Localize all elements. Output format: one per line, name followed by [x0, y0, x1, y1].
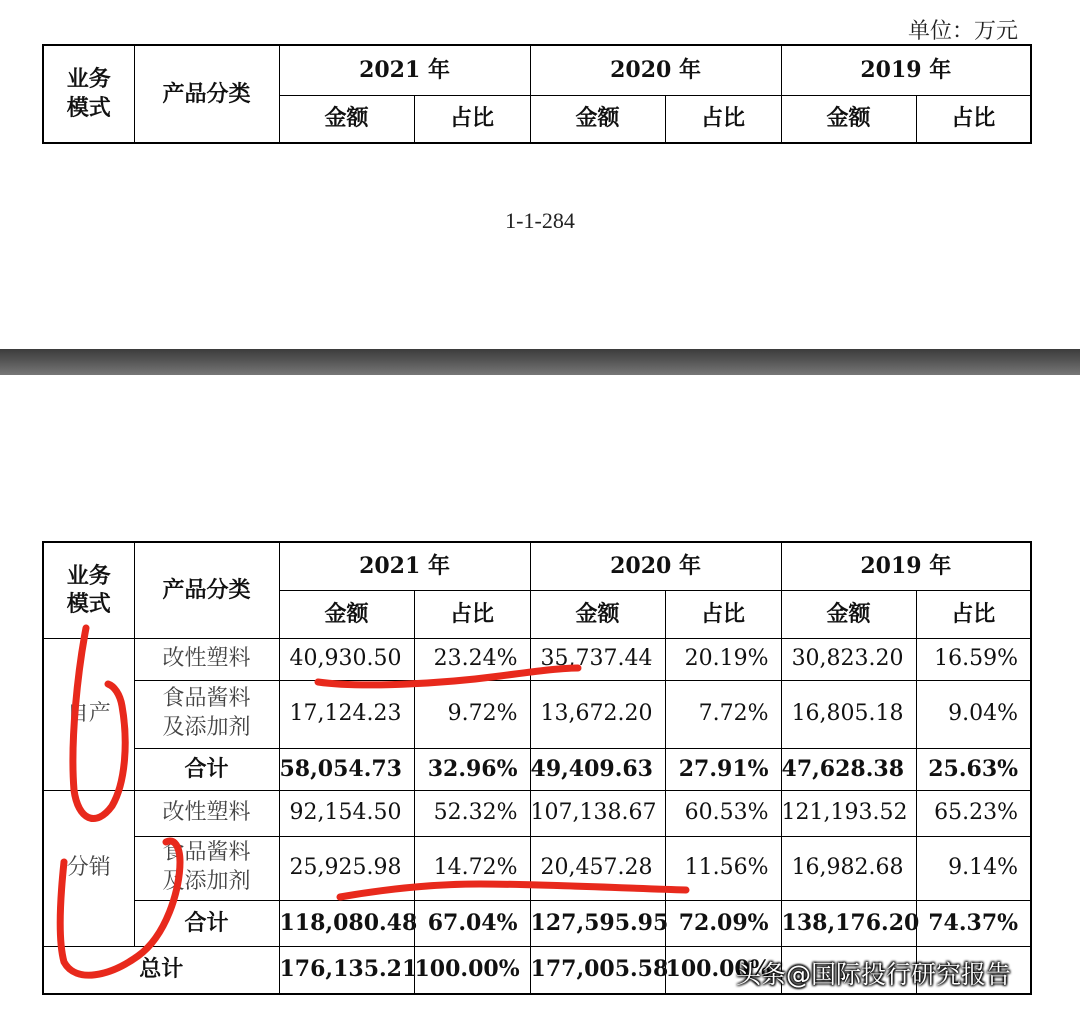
- header-year-2020: 2020 年: [530, 542, 781, 590]
- header-category: 产品分类: [134, 45, 279, 143]
- cell-value: 32.96%: [414, 748, 530, 790]
- row-mode-distribution: 分销: [43, 790, 134, 946]
- header-category: 产品分类: [134, 542, 279, 638]
- cell-value: 16,982.68: [781, 836, 916, 900]
- cell-value: 27.91%: [665, 748, 781, 790]
- cell-value: 49,409.63: [530, 748, 665, 790]
- cell-value: 9.72%: [414, 680, 530, 748]
- row-category: 改性塑料: [134, 790, 279, 836]
- header-share: 占比: [665, 95, 781, 143]
- unit-label: 单位：万元: [907, 19, 1018, 44]
- cell-value: 7.72%: [665, 680, 781, 748]
- cell-value: 52.32%: [414, 790, 530, 836]
- header-year-2019: 2019 年: [781, 542, 1031, 590]
- header-year-2020: 2020 年: [530, 45, 781, 95]
- cell-value: 65.23%: [916, 790, 1031, 836]
- row-category: 食品酱料 及添加剂: [134, 836, 279, 900]
- header-amount: 金额: [781, 95, 916, 143]
- table-row-subtotal: [43, 748, 1031, 790]
- cell-value: 138,176.20: [781, 900, 916, 946]
- cell-value: 47,628.38: [781, 748, 916, 790]
- total-label: 总计: [43, 946, 279, 994]
- header-amount: 金额: [279, 95, 414, 143]
- header-share: 占比: [916, 95, 1031, 143]
- header-amount: 金额: [781, 590, 916, 638]
- cell-value: 23.24%: [414, 638, 530, 680]
- cell-value: 16,805.18: [781, 680, 916, 748]
- cell-value: 100.00%: [414, 946, 530, 994]
- header-amount: 金额: [530, 95, 665, 143]
- cell-value: 25,925.98: [279, 836, 414, 900]
- cell-value: 40,930.50: [279, 638, 414, 680]
- cell-value: 35,737.44: [530, 638, 665, 680]
- cell-value: 25.63%: [916, 748, 1031, 790]
- header-share: 占比: [665, 590, 781, 638]
- row-category: 改性塑料: [134, 638, 279, 680]
- header-mode: 业务 模式: [43, 45, 134, 143]
- cell-value: 127,595.95: [530, 900, 665, 946]
- row-mode-self: 自产: [43, 638, 134, 790]
- cell-value: 16.59%: [916, 638, 1031, 680]
- row-category: 食品酱料 及添加剂: [134, 680, 279, 748]
- cell-value: 74.37%: [916, 900, 1031, 946]
- cell-value: 14.72%: [414, 836, 530, 900]
- cell-value: 20.19%: [665, 638, 781, 680]
- table-row: [43, 638, 1031, 680]
- subtotal-label: 合计: [134, 900, 279, 946]
- page-divider: [0, 349, 1080, 375]
- header-year-2021: 2021 年: [279, 45, 530, 95]
- cell-value: 20,457.28: [530, 836, 665, 900]
- cell-value: 58,054.73: [279, 748, 414, 790]
- table-row: [43, 790, 1031, 836]
- header-share: 占比: [414, 95, 530, 143]
- cell-value: 11.56%: [665, 836, 781, 900]
- cell-value: 176,135.21: [279, 946, 414, 994]
- subtotal-label: 合计: [134, 748, 279, 790]
- header-year-2021: 2021 年: [279, 542, 530, 590]
- cell-value: 118,080.48: [279, 900, 414, 946]
- header-share: 占比: [916, 590, 1031, 638]
- cell-value: 72.09%: [665, 900, 781, 946]
- header-year-2019: 2019 年: [781, 45, 1031, 95]
- header-mode: 业务 模式: [43, 542, 134, 638]
- cell-value: 13,672.20: [530, 680, 665, 748]
- table-row: [43, 680, 1031, 748]
- cell-value: 92,154.50: [279, 790, 414, 836]
- cell-value: 100.00%: [665, 946, 781, 994]
- cell-value: 60.53%: [665, 790, 781, 836]
- cell-value: 9.04%: [916, 680, 1031, 748]
- table-row: [43, 836, 1031, 900]
- cell-value: 107,138.67: [530, 790, 665, 836]
- table-row-subtotal: [43, 900, 1031, 946]
- header-amount: 金额: [530, 590, 665, 638]
- cell-value: 121,193.52: [781, 790, 916, 836]
- cell-value: 177,005.58: [530, 946, 665, 994]
- cell-value: 9.14%: [916, 836, 1031, 900]
- cell-value: 67.04%: [414, 900, 530, 946]
- header-amount: 金额: [279, 590, 414, 638]
- header-share: 占比: [414, 590, 530, 638]
- table-header-previous-page: [42, 44, 1032, 144]
- revenue-table: [42, 541, 1032, 995]
- cell-value: 30,823.20: [781, 638, 916, 680]
- cell-value: 17,124.23: [279, 680, 414, 748]
- watermark-text: 头条@国际投行研究报告: [736, 960, 1012, 989]
- page-number: 1-1-284: [505, 208, 575, 233]
